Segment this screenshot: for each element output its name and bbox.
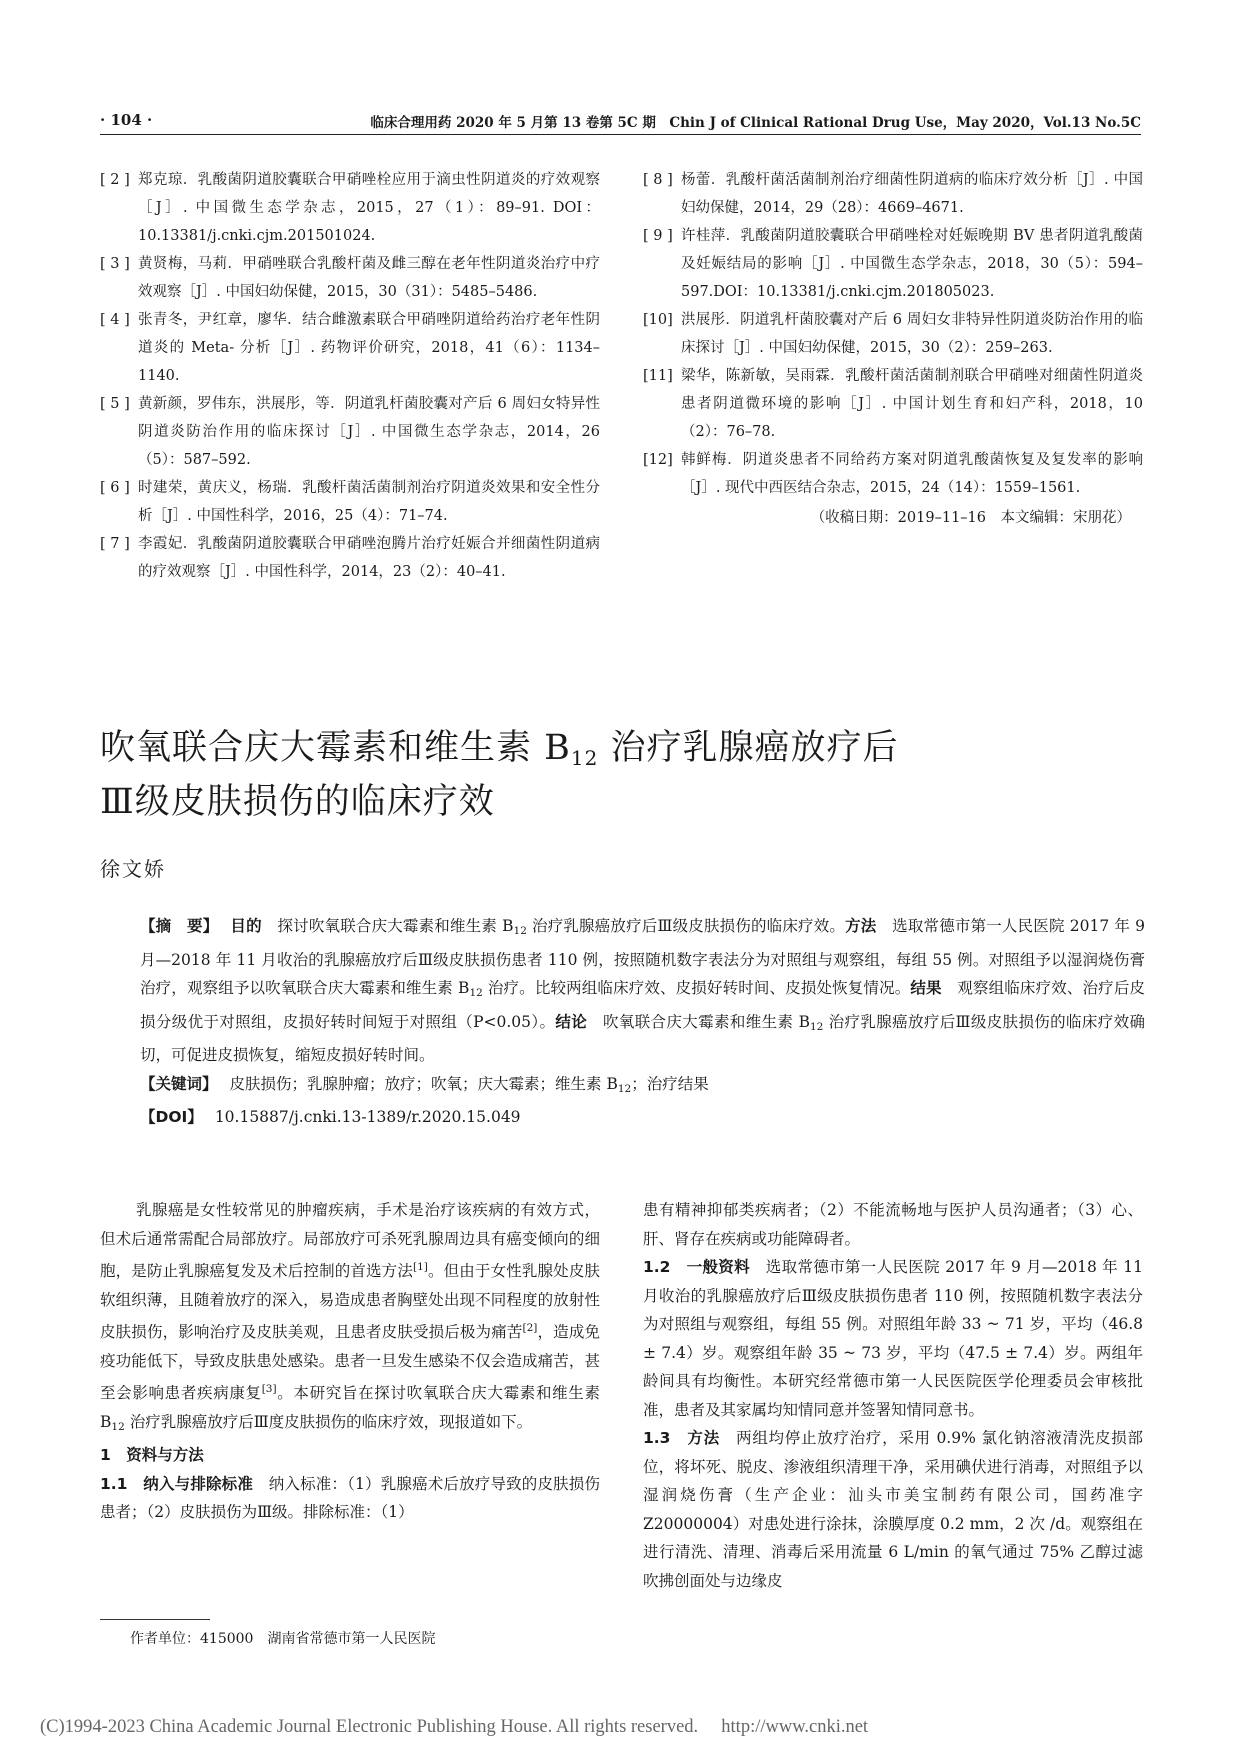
objective-label: 目的 — [230, 917, 262, 935]
reference-number: [ 4 ] — [100, 312, 130, 328]
result-text: 观察组临床疗效、治疗后皮损分级优于对照组，皮损好转时间短于对照组（P<0.05）。 — [140, 979, 1145, 1031]
reference-text: 郑克琼．乳酸菌阴道胶囊联合甲硝唑栓应用于滴虫性阴道炎的疗效观察［J］. 中国微生态学杂志，2015，27（1）：89–91. DOI：10.13381/j.cnki.cjm.201501024. — [138, 172, 600, 244]
reference-number: [ 3 ] — [100, 256, 130, 272]
keywords-text: ；治疗结果 — [631, 1074, 709, 1093]
running-header — [100, 107, 1141, 133]
method-text: 选取常德市第一人民医院 2017 年 9 月—2018 年 11 月收治的乳腺癌放疗后Ⅲ级皮肤损伤患者 110 例，按照随机数字表法分为对照组与观察组，每组 55 例。对照组予以湿润烧伤膏治疗，观察组予以吹氧联合庆大霉素和维生素 B — [140, 917, 1145, 997]
method-label: 方法 — [845, 917, 877, 935]
reference-text: 时建荣，黄庆义，杨瑞．乳酸杆菌活菌制剂治疗阴道炎效果和安全性分析［J］. 中国性科学，2016，25（4）：71–74. — [138, 480, 600, 524]
body-text: 两组均停止放疗治疗，采用 0.9% 氯化钠溶液清洗皮损部位，将坏死、脱皮、渗液组织清理干净，采用碘伏进行消毒，对照组予以湿润烧伤膏（生产企业：汕头市美宝制药有限公司，国药准字 Z20000004）对患处进行涂抹，涂膜厚度 0.2 mm，2 次 /d。观察组在进行清洗、清理、消毒后采用流量 6 L/min 的氧气通过 75% 乙醇过滤吹拂创面处与边缘皮 — [643, 1429, 1143, 1590]
body-text: 。但由于女性乳腺处皮肤软组织薄，且随着放疗的深入，易造成患者胸壁处出现不同程度的放射性皮肤损伤，影响治疗及皮肤美观，且患者皮肤受损后极为痛苦 — [100, 1262, 600, 1341]
reference-number: [ 9 ] — [643, 228, 673, 244]
reference-number: [11] — [643, 368, 673, 384]
subsection-label: 1.3 方法 — [643, 1429, 720, 1447]
reference-number: [ 2 ] — [100, 172, 130, 188]
conclusion-text: 吹氧联合庆大霉素和维生素 B — [602, 1012, 810, 1031]
objective-text: 治疗乳腺癌放疗后Ⅲ级皮肤损伤的临床疗效。 — [526, 917, 846, 935]
abstract-paragraph — [100, 912, 1145, 1070]
citation-ref[interactable]: [1] — [412, 1261, 428, 1273]
subscript: 12 — [111, 1420, 125, 1433]
result-label: 结果 — [910, 979, 942, 997]
objective-text: 探讨吹氧联合庆大霉素和维生素 B — [277, 917, 514, 935]
journal-citation: 临床合理用药 2020 年 5 月第 13 卷第 5C 期 Chin J of Clinical Rational Drug Use，May 2020，Vol.13 No.5C — [370, 115, 1141, 131]
reference-item — [100, 474, 600, 530]
reference-text: 黄贤梅，马莉．甲硝唑联合乳酸杆菌及雌三醇在老年性阴道炎治疗中疗效观察［J］. 中国妇幼保健，2015，30（31）：5485–5486. — [138, 256, 600, 300]
body-text: 纳入标准：（1）乳腺癌术后放疗导致的皮肤损伤患者；（2）皮肤损伤为Ⅲ级。排除标准：（1） — [100, 1474, 600, 1521]
reference-item — [643, 166, 1143, 222]
subscript: 12 — [513, 925, 527, 937]
body-text: 选取常德市第一人民医院 2017 年 9 月—2018 年 11 月收治的乳腺癌放疗后Ⅲ级皮肤损伤患者 110 例，按照随机数字表法分为对照组与观察组，每组 55 例。对照组年龄 33 ~ 71 岁，平均（46.8 ± 7.4）岁。观察组年龄 35 ~ 73 岁，平均（47.5 ± 7.4）岁。两组年龄间具有均衡性。本研究经常德市第一人民医院医学伦理委员会审核批准，患者及其家属均知情同意并签署知情同意书。 — [643, 1258, 1143, 1419]
reference-number: [ 6 ] — [100, 480, 130, 496]
title-text: 吹氧联合庆大霉素和维生素 B — [100, 728, 571, 768]
citation-ref[interactable]: [2] — [522, 1322, 538, 1334]
reference-text: 张青冬，尹红章，廖华．结合雌激素联合甲硝唑阴道给药治疗老年性阴道炎的 Meta- 分析［J］. 药物评价研究，2018，41（6）：1134–1140. — [138, 312, 600, 384]
reference-number: [ 5 ] — [100, 396, 130, 412]
title-subscript: 12 — [570, 746, 599, 770]
article-title — [100, 726, 1140, 824]
subscript: 12 — [617, 1082, 632, 1095]
header-rule — [100, 134, 1141, 135]
reference-item — [643, 306, 1143, 362]
subsection-1-2 — [643, 1253, 1143, 1424]
reference-number: [10] — [643, 312, 673, 328]
body-text: 治疗乳腺癌放疗后Ⅲ度皮肤损伤的临床疗效，现报道如下。 — [124, 1412, 533, 1431]
citation-ref[interactable]: [3] — [261, 1383, 277, 1395]
conclusion-label: 结论 — [555, 1012, 588, 1031]
reference-text: 李霞妃．乳酸菌阴道胶囊联合甲硝唑泡腾片治疗妊娠合并细菌性阴道病的疗效观察［J］. 中国性科学，2014，23（2）：40–41. — [138, 536, 600, 580]
doi-line — [100, 1103, 1145, 1132]
reference-item — [100, 250, 600, 306]
reference-number: [ 8 ] — [643, 172, 673, 188]
body-text: ，造成免疫功能低下，导致皮肤患处感染。患者一旦发生感染不仅会造成痛苦，甚至会影响患者疾病康复 — [100, 1323, 600, 1402]
footnote-rule — [100, 1619, 210, 1620]
reference-text: 韩鲜梅．阴道炎患者不同给药方案对阴道乳酸菌恢复及复发率的影响［J］. 现代中西医结合杂志，2015，24（14）：1559–1561. — [681, 452, 1143, 496]
body-text: 乳腺癌是女性较常见的肿瘤疾病，手术是治疗该疾病的有效方式，但术后通常需配合局部放疗。局部放疗可杀死乳腺周边具有癌变倾向的细胞，是防止乳腺癌复发及术后控制的首选方法 — [100, 1201, 600, 1280]
subsection-1-3 — [643, 1424, 1143, 1595]
author-affiliation: 作者单位：415000 湖南省常德市第一人民医院 — [130, 1631, 436, 1647]
reference-item — [100, 530, 600, 586]
section-heading: 1 资料与方法 — [100, 1446, 204, 1464]
body-text: 。本研究旨在探讨吹氧联合庆大霉素和维生素 B — [100, 1384, 600, 1431]
body-column-right — [643, 1196, 1143, 1595]
reference-item — [100, 166, 600, 250]
reference-text: 黄新颜，罗伟东，洪展彤，等．阴道乳杆菌胶囊对产后 6 周妇女特异性阴道炎防治作用的临床探讨［J］. 中国微生态学杂志，2014，26（5）：587–592. — [138, 396, 600, 468]
abstract-block — [100, 912, 1145, 1132]
reference-item — [643, 222, 1143, 306]
title-line-2: Ⅲ级皮肤损伤的临床疗效 — [100, 782, 495, 822]
reference-text: 梁华，陈新敏，吴雨霖．乳酸杆菌活菌制剂联合甲硝唑对细菌性阴道炎患者阴道微环境的影响［J］. 中国计划生育和妇产科，2018，10（2）：76–78. — [681, 368, 1143, 440]
doi-label: 【DOI】 — [140, 1108, 203, 1126]
subscript: 12 — [469, 987, 483, 999]
subsection-label: 1.2 一般资料 — [643, 1258, 750, 1276]
reference-list-left — [100, 166, 600, 586]
keywords-label: 【关键词】 — [140, 1074, 218, 1093]
page-number: · 104 · — [100, 111, 153, 129]
reference-item — [643, 446, 1143, 502]
subsection-label: 1.1 纳入与排除标准 — [100, 1474, 254, 1493]
reference-item — [100, 390, 600, 474]
abstract-label: 【摘 要】 — [140, 917, 219, 935]
reference-text: 许桂萍．乳酸菌阴道胶囊联合甲硝唑栓对妊娠晚期 BV 患者阴道乳酸菌及妊娠结局的影响［J］. 中国微生态学杂志，2018，30（5）：594–597.DOI：10.13381/j.cnki.cjm.201805023. — [681, 228, 1143, 300]
author-name: 徐文娇 — [100, 857, 166, 881]
reference-list-right — [643, 166, 1143, 532]
method-text: 治疗。比较两组临床疗效、皮损好转时间、皮损处恢复情况。 — [482, 979, 911, 997]
conclusion-text: 治疗乳腺癌放疗后Ⅲ级皮肤损伤的临床疗效确切，可促进皮损恢复，缩短皮损好转时间。 — [140, 1012, 1145, 1064]
reference-item — [100, 306, 600, 390]
subscript: 12 — [810, 1020, 824, 1033]
intro-paragraph — [100, 1196, 600, 1441]
title-text: 治疗乳腺癌放疗后 — [598, 728, 899, 768]
copyright-watermark: (C)1994-2023 China Academic Journal Electronic Publishing House. All rights reserved. http://www.cnki.net — [40, 1717, 869, 1737]
doi-link[interactable]: 10.15887/j.cnki.13-1389/r.2020.15.049 — [214, 1108, 521, 1126]
reference-item — [643, 362, 1143, 446]
reference-number: [ 7 ] — [100, 536, 130, 552]
reference-text: 洪展彤．阴道乳杆菌胶囊对产后 6 周妇女非特异性阴道炎防治作用的临床探讨［J］. 中国妇幼保健，2015，30（2）：259–263. — [681, 312, 1143, 356]
subsection-1-1 — [100, 1470, 600, 1527]
criteria-continued: 患有精神抑郁类疾病者；（2）不能流畅地与医护人员沟通者；（3）心、肝、肾存在疾病或功能障碍者。 — [643, 1201, 1143, 1248]
body-column-left — [100, 1196, 600, 1527]
keywords-line — [100, 1070, 1145, 1104]
received-date-note: （收稿日期：2019–11–16 本文编辑：宋朋花） — [810, 510, 1131, 526]
keywords-text: 皮肤损伤；乳腺肿瘤；放疗；吹氧；庆大霉素；维生素 B — [229, 1074, 618, 1093]
reference-text: 杨蕾．乳酸杆菌活菌制剂治疗细菌性阴道病的临床疗效分析［J］. 中国妇幼保健，2014，29（28）：4669–4671. — [681, 172, 1143, 216]
reference-number: [12] — [643, 452, 673, 468]
